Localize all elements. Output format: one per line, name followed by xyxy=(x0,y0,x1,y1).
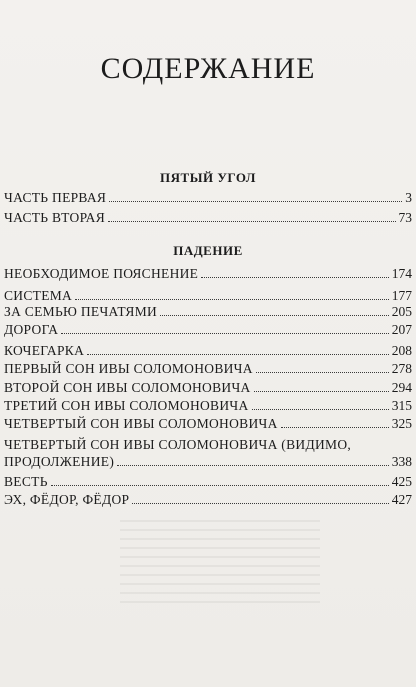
toc-entry[interactable] xyxy=(4,210,412,225)
toc-entry-title: НЕОБХОДИМОЕ ПОЯСНЕНИЕ xyxy=(4,266,199,281)
toc-entry-line2[interactable] xyxy=(4,454,412,469)
dot-leader xyxy=(108,220,395,222)
toc-entry-page: 325 xyxy=(391,416,412,431)
toc-entry[interactable] xyxy=(4,266,412,281)
toc-entry[interactable] xyxy=(4,361,412,376)
toc-entry-page: 427 xyxy=(391,492,412,507)
toc-entry-title: ВТОРОЙ СОН ИВЫ СОЛОМОНОВИЧА xyxy=(4,380,251,395)
toc-entry-title: ЧАСТЬ ВТОРАЯ xyxy=(4,210,106,225)
toc-entry-page: 208 xyxy=(391,343,412,358)
page-title: СОДЕРЖАНИЕ xyxy=(100,52,316,85)
toc-entry-page: 3 xyxy=(405,190,412,205)
dot-leader xyxy=(61,332,388,334)
dot-leader xyxy=(160,314,389,316)
toc-entry-page: 338 xyxy=(391,454,412,469)
bleed-through-texture xyxy=(120,520,320,610)
toc-entry[interactable] xyxy=(4,190,412,205)
toc-entry-line1[interactable] xyxy=(4,437,412,452)
toc-entry-title: ПЕРВЫЙ СОН ИВЫ СОЛОМОНОВИЧА xyxy=(4,361,253,376)
toc-entry-title: ДОРОГА xyxy=(4,322,59,337)
toc-entry-title-continued: ПРОДОЛЖЕНИЕ) xyxy=(4,454,115,469)
dot-leader xyxy=(75,298,389,300)
toc-entry-page: 177 xyxy=(391,288,412,303)
toc-entry[interactable] xyxy=(4,416,412,431)
dot-leader xyxy=(201,276,389,278)
dot-leader xyxy=(132,502,388,504)
dot-leader xyxy=(254,390,389,392)
toc-entry[interactable] xyxy=(4,492,412,507)
dot-leader xyxy=(117,464,389,466)
section-heading-padenie: ПАДЕНИЕ xyxy=(173,243,243,258)
section-heading-pyatyy-ugol: ПЯТЫЙ УГОЛ xyxy=(160,170,256,185)
toc-entry-title: СИСТЕМА xyxy=(4,288,73,303)
toc-entry[interactable] xyxy=(4,380,412,395)
toc-entry-page: 207 xyxy=(391,322,412,337)
toc-entry[interactable] xyxy=(4,474,412,489)
toc-entry[interactable] xyxy=(4,398,412,413)
toc-entry-title: ЧЕТВЕРТЫЙ СОН ИВЫ СОЛОМОНОВИЧА (ВИДИМО, xyxy=(4,437,352,452)
dot-leader xyxy=(281,426,389,428)
dot-leader xyxy=(109,200,402,202)
toc-entry[interactable] xyxy=(4,304,412,319)
toc-entry-page: 174 xyxy=(391,266,412,281)
toc-entry[interactable] xyxy=(4,322,412,337)
toc-entry[interactable] xyxy=(4,343,412,358)
toc-entry-title: ВЕСТЬ xyxy=(4,474,48,489)
dot-leader xyxy=(87,353,389,355)
toc-entry-page: 278 xyxy=(391,361,412,376)
toc-entry-title: ТРЕТИЙ СОН ИВЫ СОЛОМОНОВИЧА xyxy=(4,398,249,413)
toc-entry-title: ЧАСТЬ ПЕРВАЯ xyxy=(4,190,107,205)
dot-leader xyxy=(252,408,389,410)
dot-leader xyxy=(51,484,389,486)
toc-entry-page: 73 xyxy=(398,210,412,225)
toc-entry-title: ЧЕТВЕРТЫЙ СОН ИВЫ СОЛОМОНОВИЧА xyxy=(4,416,278,431)
toc-entry-title: ЗА СЕМЬЮ ПЕЧАТЯМИ xyxy=(4,304,158,319)
toc-entry[interactable] xyxy=(4,288,412,303)
toc-entry-page: 294 xyxy=(391,380,412,395)
toc-entry-page: 315 xyxy=(391,398,412,413)
toc-entry-title: КОЧЕГАРКА xyxy=(4,343,85,358)
toc-entry-title: ЭХ, ФЁДОР, ФЁДОР xyxy=(4,492,130,507)
dot-leader xyxy=(256,371,389,373)
toc-entry-page: 425 xyxy=(391,474,412,489)
toc-entry-page: 205 xyxy=(391,304,412,319)
